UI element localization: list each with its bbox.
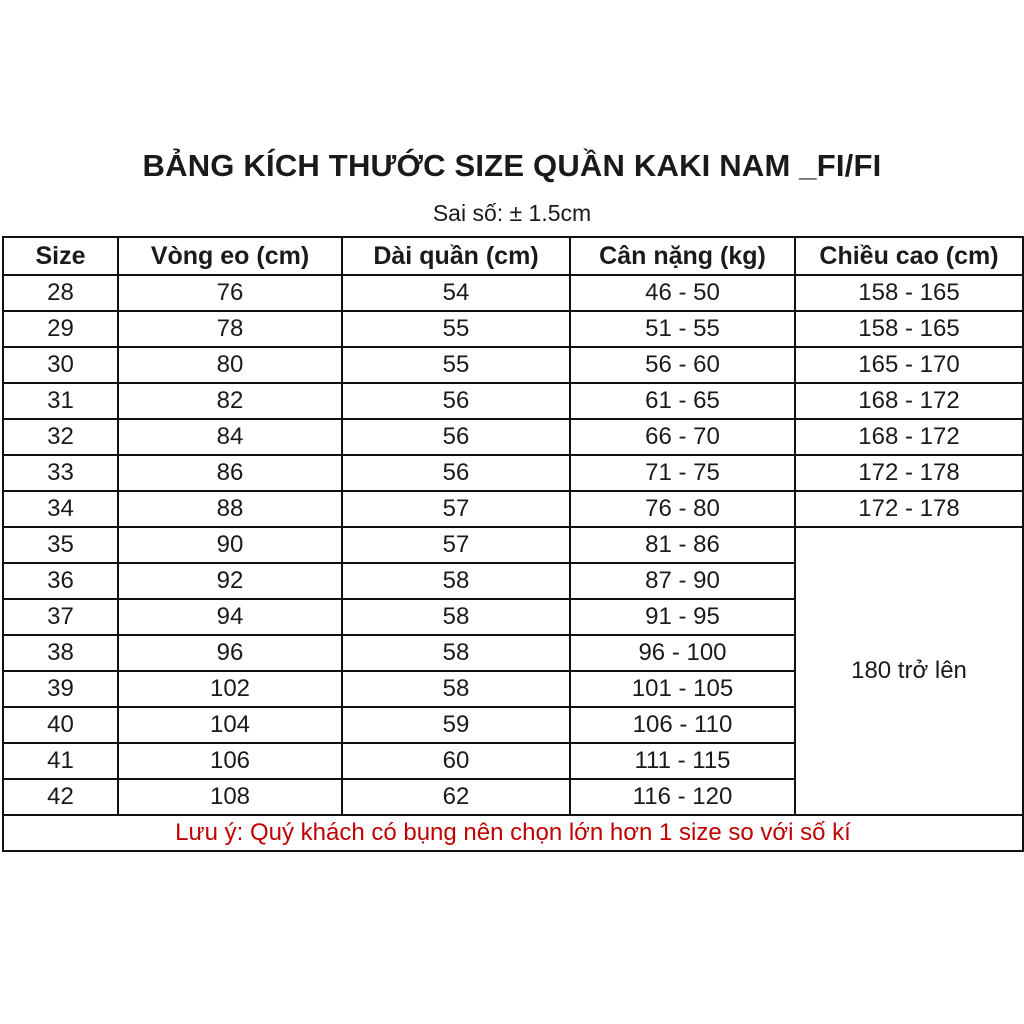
cell-length: 54 (342, 275, 570, 311)
cell-weight: 61 - 65 (570, 383, 795, 419)
cell-weight: 101 - 105 (570, 671, 795, 707)
header-height: Chiều cao (cm) (795, 237, 1023, 275)
cell-size: 39 (3, 671, 118, 707)
cell-waist: 76 (118, 275, 342, 311)
note-text: Lưu ý: Quý khách có bụng nên chọn lớn hơn 1 size so với số kí (3, 815, 1023, 851)
cell-height: 165 - 170 (795, 347, 1023, 383)
table-row (3, 455, 1023, 491)
cell-weight: 111 - 115 (570, 743, 795, 779)
table-row (3, 275, 1023, 311)
cell-length: 58 (342, 635, 570, 671)
cell-length: 57 (342, 527, 570, 563)
cell-size: 29 (3, 311, 118, 347)
header-waist: Vòng eo (cm) (118, 237, 342, 275)
cell-waist: 94 (118, 599, 342, 635)
cell-weight: 76 - 80 (570, 491, 795, 527)
cell-waist: 84 (118, 419, 342, 455)
cell-weight: 81 - 86 (570, 527, 795, 563)
cell-size: 42 (3, 779, 118, 815)
cell-waist: 88 (118, 491, 342, 527)
cell-size: 33 (3, 455, 118, 491)
table-row (3, 527, 1023, 563)
header-size: Size (3, 237, 118, 275)
cell-weight: 71 - 75 (570, 455, 795, 491)
cell-length: 55 (342, 311, 570, 347)
cell-waist: 96 (118, 635, 342, 671)
table-row (3, 383, 1023, 419)
cell-waist: 92 (118, 563, 342, 599)
cell-waist: 106 (118, 743, 342, 779)
cell-length: 56 (342, 455, 570, 491)
cell-length: 57 (342, 491, 570, 527)
cell-length: 62 (342, 779, 570, 815)
cell-waist: 108 (118, 779, 342, 815)
cell-size: 40 (3, 707, 118, 743)
header-length: Dài quần (cm) (342, 237, 570, 275)
size-table (2, 236, 1024, 852)
header-weight: Cân nặng (kg) (570, 237, 795, 275)
cell-size: 28 (3, 275, 118, 311)
cell-size: 32 (3, 419, 118, 455)
cell-size: 31 (3, 383, 118, 419)
cell-weight: 96 - 100 (570, 635, 795, 671)
cell-length: 60 (342, 743, 570, 779)
table-row (3, 491, 1023, 527)
cell-length: 55 (342, 347, 570, 383)
cell-waist: 78 (118, 311, 342, 347)
note-row (3, 815, 1023, 851)
cell-length: 59 (342, 707, 570, 743)
cell-weight: 106 - 110 (570, 707, 795, 743)
cell-weight: 51 - 55 (570, 311, 795, 347)
cell-weight: 91 - 95 (570, 599, 795, 635)
cell-height: 158 - 165 (795, 275, 1023, 311)
cell-weight: 56 - 60 (570, 347, 795, 383)
cell-size: 37 (3, 599, 118, 635)
cell-size: 36 (3, 563, 118, 599)
table-header-row (3, 237, 1023, 275)
cell-waist: 82 (118, 383, 342, 419)
table-row (3, 311, 1023, 347)
cell-size: 34 (3, 491, 118, 527)
cell-height: 172 - 178 (795, 491, 1023, 527)
table-row (3, 347, 1023, 383)
cell-weight: 46 - 50 (570, 275, 795, 311)
cell-waist: 102 (118, 671, 342, 707)
cell-waist: 80 (118, 347, 342, 383)
cell-size: 41 (3, 743, 118, 779)
cell-weight: 66 - 70 (570, 419, 795, 455)
tolerance-subtitle: Sai số: ± 1.5cm (432, 200, 592, 226)
table-row (3, 419, 1023, 455)
cell-size: 30 (3, 347, 118, 383)
cell-height: 168 - 172 (795, 383, 1023, 419)
cell-height: 172 - 178 (795, 455, 1023, 491)
cell-weight: 87 - 90 (570, 563, 795, 599)
cell-length: 58 (342, 563, 570, 599)
cell-weight: 116 - 120 (570, 779, 795, 815)
cell-height: 158 - 165 (795, 311, 1023, 347)
cell-length: 56 (342, 419, 570, 455)
cell-length: 56 (342, 383, 570, 419)
cell-waist: 90 (118, 527, 342, 563)
cell-length: 58 (342, 599, 570, 635)
page-title: BẢNG KÍCH THƯỚC SIZE QUẦN KAKI NAM _FI/FI (142, 148, 882, 183)
cell-waist: 86 (118, 455, 342, 491)
cell-size: 38 (3, 635, 118, 671)
cell-height-merged: 180 trở lên (795, 527, 1023, 815)
cell-length: 58 (342, 671, 570, 707)
cell-height: 168 - 172 (795, 419, 1023, 455)
cell-size: 35 (3, 527, 118, 563)
cell-waist: 104 (118, 707, 342, 743)
